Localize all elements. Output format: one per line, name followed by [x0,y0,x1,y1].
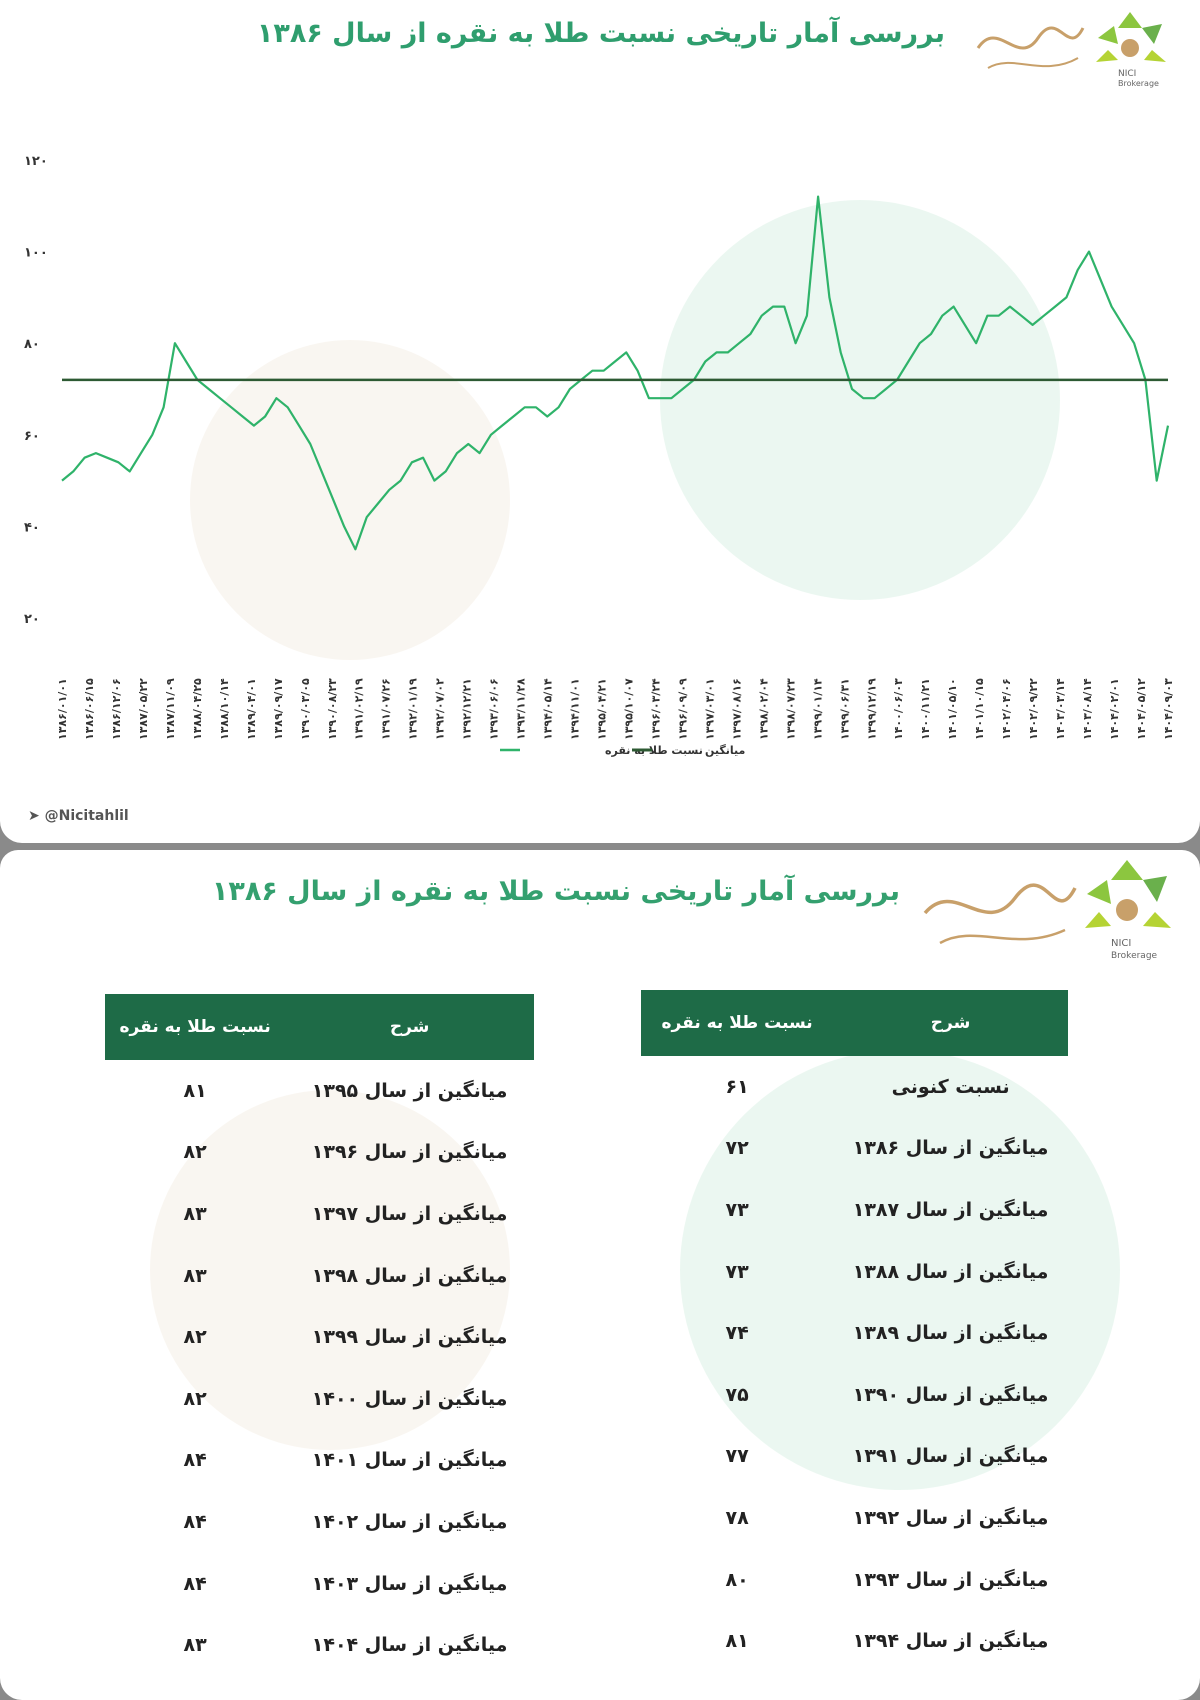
row-desc: میانگین از سال ۱۳۸۶ [852,1137,1049,1160]
y-tick-label: ۱۰۰ [24,245,48,261]
row-ratio: ۷۸ [725,1506,749,1529]
x-tick-label: ۱۳۹۴/۱۱/۰۱ [568,678,582,740]
logo-caption-3: NICI [1111,938,1132,949]
ratio-line-chart [0,0,1200,843]
logo-calligraphy-2 [925,885,1075,943]
table-row [105,1060,534,1122]
channel-handle: @Nicitahlil [44,808,129,824]
row-ratio: ۷۳ [725,1260,749,1283]
table-row [641,1056,1068,1118]
x-tick-label: ۱۴۰۱/۰۵/۱۰ [946,678,960,740]
legend-label-average: میانگین [705,744,746,757]
x-tick-label: ۱۳۸۹/۰۹/۱۷ [271,678,285,740]
table-row [641,1426,1068,1488]
x-tick-label: ۱۴۰۴/۰۹/۰۳ [1162,678,1175,740]
x-tick-label: ۱۳۹۷/۰۳/۰۱ [703,678,717,740]
row-ratio: ۶۱ [725,1075,749,1098]
row-desc: میانگین از سال ۱۳۸۷ [852,1198,1049,1221]
table-row [105,1183,534,1245]
brokerage-logo-2 [915,858,1175,968]
row-ratio: ۸۴ [183,1510,207,1533]
table-row [641,1241,1068,1303]
x-tick-label: ۱۳۹۸/۰۷/۲۳ [784,678,798,740]
x-tick-label: ۱۳۹۲/۰۷/۰۲ [433,678,447,740]
y-axis [24,154,48,627]
table-row [105,1553,534,1615]
table-row [641,1610,1068,1672]
x-tick-label: ۱۴۰۰/۱۱/۲۱ [919,678,933,740]
row-ratio: ۸۱ [725,1630,749,1653]
table-row [105,1430,534,1492]
row-desc: میانگین از سال ۱۳۸۹ [852,1322,1049,1345]
x-tick-label: ۱۴۰۳/۰۸/۱۴ [1081,678,1095,740]
x-tick-label: ۱۳۹۲/۱۲/۲۱ [460,678,474,740]
x-tick-label: ۱۳۹۱/۰۲/۱۹ [352,678,366,740]
row-desc: میانگین از سال ۱۳۹۱ [852,1445,1049,1468]
x-axis [56,678,1175,740]
x-tick-label: ۱۳۹۵/۰۴/۲۱ [595,678,609,740]
row-desc: میانگین از سال ۱۳۹۹ [311,1326,508,1349]
table-title: بررسی آمار تاریخی نسبت طلا به نقره از سال ۱۳۸۶ [211,876,900,907]
table-row [105,1245,534,1307]
x-tick-label: ۱۳۹۶/۰۳/۲۴ [649,678,663,740]
y-tick-label: ۸۰ [24,337,40,353]
logo-leaves-2 [1085,860,1171,928]
table-row [641,1487,1068,1549]
row-ratio: ۷۷ [725,1445,749,1468]
row-desc: میانگین از سال ۱۳۹۲ [852,1506,1049,1529]
x-tick-label: ۱۳۸۶/۰۱/۰۱ [56,678,69,740]
row-ratio: ۸۴ [183,1572,207,1595]
x-tick-label: ۱۳۹۳/۱۱/۲۸ [514,678,528,740]
row-desc: میانگین از سال ۱۳۹۴ [852,1630,1049,1653]
row-desc: میانگین از سال ۱۳۹۶ [311,1141,508,1164]
row-desc: میانگین از سال ۱۳۹۳ [852,1568,1049,1591]
header-desc: شرح [833,990,1068,1056]
x-tick-label: ۱۳۹۴/۰۵/۱۴ [541,678,555,740]
x-tick-label: ۱۳۹۱/۰۷/۲۶ [379,678,393,740]
x-tick-label: ۱۳۹۷/۰۸/۱۶ [730,678,744,740]
x-tick-label: ۱۳۸۷/۰۵/۲۲ [136,678,150,740]
x-tick-label: ۱۳۹۰/۰۳/۰۵ [298,678,312,740]
x-tick-label: ۱۳۹۳/۰۶/۰۶ [487,678,501,740]
x-tick-label: ۱۳۹۵/۱۰/۰۷ [622,678,636,740]
row-ratio: ۸۳ [183,1634,207,1657]
ratio-table-left [105,994,534,1676]
row-desc: میانگین از سال ۱۳۹۷ [311,1202,508,1225]
table-header-row [641,990,1068,1056]
y-tick-label: ۱۲۰ [24,154,48,169]
table-row [105,1306,534,1368]
x-tick-label: ۱۳۸۸/۱۰/۱۴ [217,678,231,740]
y-tick-label: ۶۰ [24,428,40,444]
header-desc: شرح [285,994,534,1060]
row-ratio: ۷۴ [725,1322,749,1345]
table-row [641,1179,1068,1241]
table-row [641,1364,1068,1426]
x-tick-label: ۱۳۹۹/۱۲/۱۹ [865,678,879,740]
x-tick-label: ۱۴۰۲/۰۴/۰۶ [1000,678,1014,740]
nici-logo-icon-2 [915,858,1175,968]
table-row [641,1118,1068,1180]
x-tick-label: ۱۳۸۸/۰۴/۲۵ [190,678,204,740]
table-row [105,1122,534,1184]
row-desc: میانگین از سال ۱۳۹۵ [311,1079,508,1102]
table-row [105,1614,534,1676]
plot-area [62,197,1168,550]
row-desc: میانگین از سال ۱۴۰۰ [311,1387,508,1410]
row-ratio: ۷۲ [725,1137,749,1160]
row-ratio: ۸۲ [183,1141,207,1164]
header-ratio: نسبت طلا به نقره [105,994,285,1060]
row-desc: میانگین از سال ۱۳۹۰ [852,1383,1049,1406]
x-tick-label: ۱۴۰۴/۰۵/۱۲ [1135,678,1149,740]
table-header-row [105,994,534,1060]
row-ratio: ۷۵ [725,1383,749,1406]
telegram-channel [28,808,129,824]
x-tick-label: ۱۳۸۹/۰۴/۰۱ [244,678,258,740]
logo-caption: NICI [1118,69,1137,79]
x-tick-label: ۱۳۹۹/۰۱/۱۴ [811,678,825,740]
ratio-table-right [641,990,1068,1672]
header-ratio: نسبت طلا به نقره [641,990,833,1056]
row-ratio: ۸۲ [183,1326,207,1349]
x-tick-label: ۱۳۹۸/۰۲/۰۴ [757,678,771,740]
x-tick-label: ۱۳۹۲/۰۱/۱۹ [406,678,420,740]
row-desc: میانگین از سال ۱۳۹۸ [311,1264,508,1287]
series-line-ratio [62,197,1168,550]
row-desc: نسبت کنونی [891,1075,1010,1098]
telegram-icon: ➤ [28,808,40,824]
row-desc: میانگین از سال ۱۴۰۳ [311,1572,508,1595]
row-ratio: ۸۱ [183,1079,207,1102]
x-tick-label: ۱۴۰۳/۰۳/۱۴ [1054,678,1068,740]
x-tick-label: ۱۳۹۹/۰۶/۳۱ [838,678,852,740]
chart-title: بررسی آمار تاریخی نسبت طلا به نقره از سال ۱۳۸۶ [256,18,945,49]
row-desc: میانگین از سال ۱۳۸۸ [852,1260,1049,1283]
x-tick-label: ۱۴۰۱/۱۰/۱۵ [973,678,987,740]
legend-label-ratio: نسبت طلا به نقره [605,744,703,757]
table-row [105,1491,534,1553]
x-tick-label: ۱۳۹۶/۰۹/۰۹ [676,678,690,740]
row-ratio: ۸۴ [183,1449,207,1472]
y-tick-label: ۲۰ [24,612,40,627]
row-desc: میانگین از سال ۱۴۰۱ [311,1449,508,1472]
table-panel [0,850,1200,1700]
x-tick-label: ۱۳۸۶/۰۶/۱۵ [82,678,96,740]
y-tick-label: ۴۰ [24,520,40,536]
row-ratio: ۸۳ [183,1264,207,1287]
row-ratio: ۸۳ [183,1202,207,1225]
chart-legend [500,744,745,757]
row-ratio: ۸۰ [725,1568,749,1591]
table-row [105,1368,534,1430]
x-tick-label: ۱۳۸۷/۱۱/۰۹ [163,678,177,740]
row-desc: میانگین از سال ۱۴۰۲ [311,1510,508,1533]
chart-panel [0,0,1200,843]
x-tick-label: ۱۴۰۴/۰۲/۰۱ [1108,678,1122,740]
x-tick-label: ۱۴۰۲/۰۹/۲۲ [1027,678,1041,740]
row-ratio: ۷۳ [725,1198,749,1221]
row-desc: میانگین از سال ۱۴۰۴ [311,1634,508,1657]
logo-caption-2: Brokerage [1118,79,1159,88]
x-tick-label: ۱۳۹۰/۰۸/۲۳ [325,678,339,740]
table-row [641,1302,1068,1364]
row-ratio: ۸۲ [183,1387,207,1410]
logo-caption-4: Brokerage [1111,951,1158,961]
table-row [641,1549,1068,1611]
x-tick-label: ۱۳۸۶/۱۲/۰۶ [109,678,123,740]
x-tick-label: ۱۴۰۰/۰۶/۰۳ [892,678,906,740]
